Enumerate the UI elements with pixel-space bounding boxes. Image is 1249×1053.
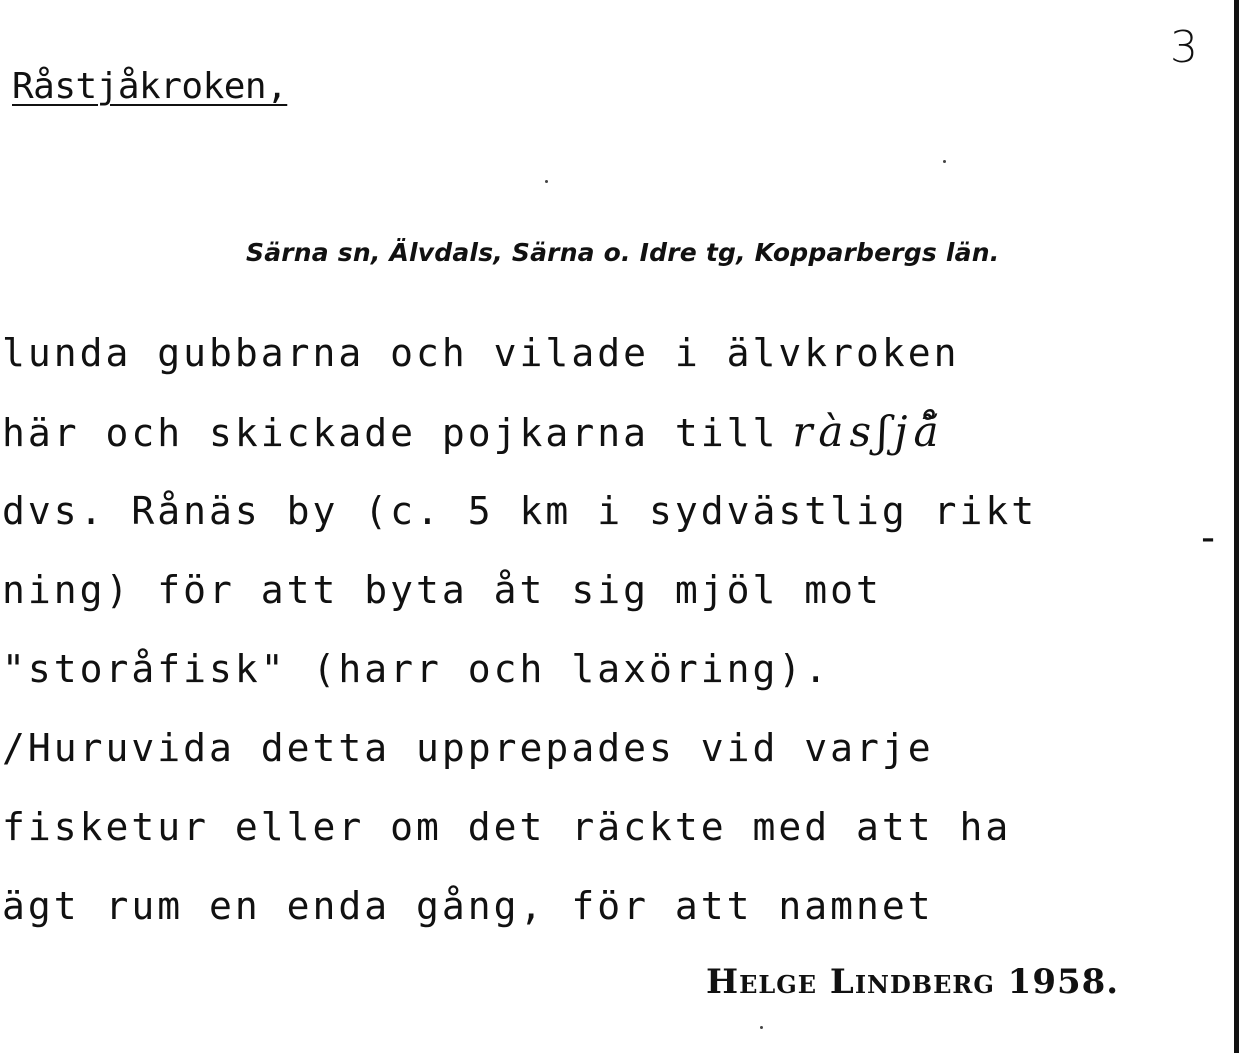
text-line: lunda gubbarna och vilade i älvkroken: [2, 331, 960, 375]
scan-speck: [760, 1026, 763, 1029]
scan-speck: [545, 180, 548, 183]
author-signature: Helge Lindberg 1958.: [706, 962, 1120, 1002]
handwritten-phonetic-word: ràsʃjå̃: [792, 407, 945, 456]
card-border: [1234, 0, 1239, 1053]
text-line: ning) för att byta åt sig mjöl mot: [2, 568, 882, 612]
location-stamp: Särna sn, Älvdals, Särna o. Idre tg, Kopparbergs län.: [246, 238, 1000, 267]
text-line: "storåfisk" (harr och laxöring).: [2, 647, 831, 691]
text-line: här och skickade pojkarna till ràsʃjå̃: [2, 407, 945, 456]
line-break-hyphen: -: [1196, 515, 1221, 561]
text-line: /Huruvida detta upprepades vid varje: [2, 726, 934, 770]
page-number: 3: [1170, 22, 1198, 73]
entry-title: Råstjåkroken,: [12, 66, 288, 107]
text-line: dvs. Rånäs by (c. 5 km i sydvästlig rikt: [2, 489, 1038, 533]
text-line: ägt rum en enda gång, för att namnet: [2, 884, 934, 928]
typed-text: [2, 322, 1232, 954]
scan-speck: [943, 160, 946, 163]
text-line: fisketur eller om det räckte med att ha: [2, 805, 1012, 849]
